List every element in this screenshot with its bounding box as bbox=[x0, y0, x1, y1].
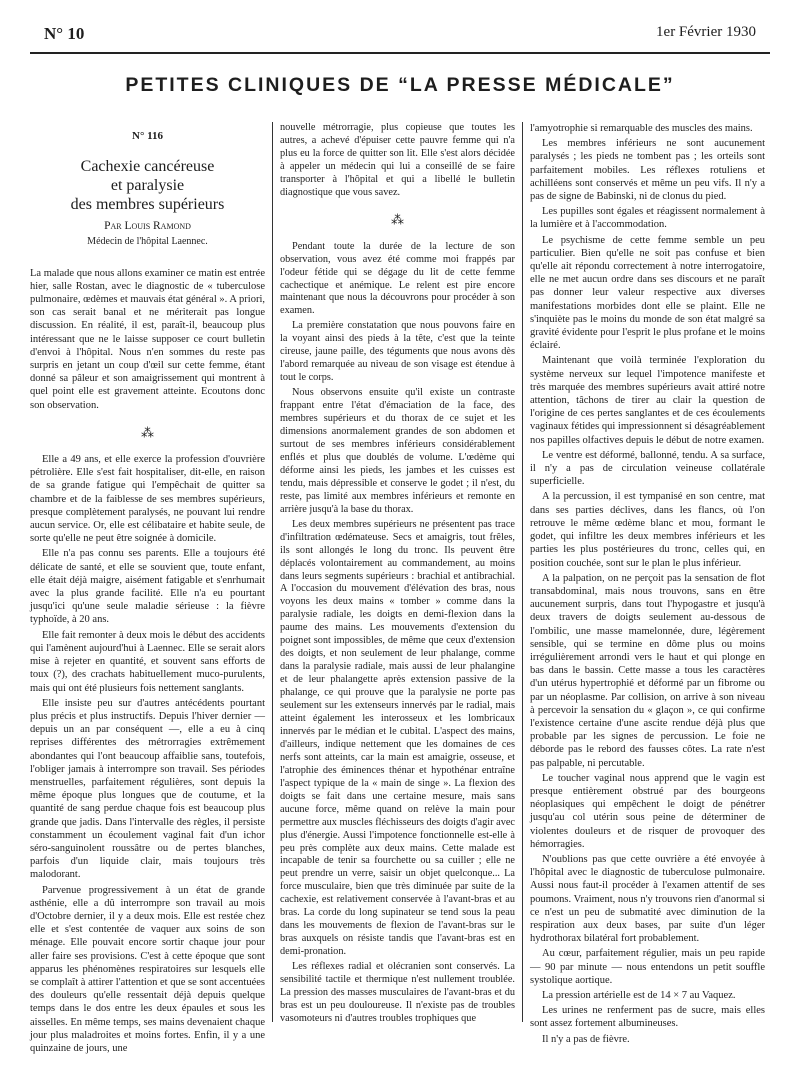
paragraph: Pendant toute la durée de la lecture de son observation, vous avez été comme moi frappés par l'odeur fétide qui se dégage du lit de cette femme cachectique et anémique. Le relent est pire encore maintenant que nous la découvrons pour procéder à son examen. bbox=[280, 240, 515, 317]
paragraph: La pression artérielle est de 14 × 7 au Vaquez. bbox=[542, 990, 736, 1001]
column-divider bbox=[522, 122, 523, 1022]
paragraph: Les pupilles sont égales et réagissent normalement à la lumière et à l'accommodation. bbox=[530, 206, 765, 231]
issue-date: 1er Février 1930 bbox=[656, 24, 756, 40]
paragraph: Le ventre est déformé, ballonné, tendu. A sa surface, il n'y a pas de circulation veineuse collatérale superficielle. bbox=[530, 449, 765, 488]
paragraph: Le toucher vaginal nous apprend que le vagin est presque entièrement obstrué par des bourgeons néoplasiques qui empêchent le doigt de pénétrer jusqu'au col utérin sous peine de déterminer de violentes douleurs et de risquer de provoquer des hémorragies. bbox=[530, 772, 765, 850]
title-line: des membres supérieurs bbox=[70, 196, 225, 214]
title-line: Cachexie cancéreuse bbox=[80, 158, 215, 176]
affiliation: Médecin de l'hôpital Laennec. bbox=[87, 236, 208, 248]
paragraph: Elle n'a pas connu ses parents. Elle a toujours été délicate de santé, et elle se souvient que, toute enfant, elle était déjà maigre, aisément fatigable et s'enrhumait avec la plus grande facilité. Elle n'a eu pourtant jusqu'ici qu'une seule maladie sérieuse : la fièvre typhoïde, à 20 ans. bbox=[30, 548, 265, 626]
paragraph: A la palpation, on ne perçoit pas la sensation de flot transabdominal, mais nous trouvons, sans en être aucunement surpris, dans tout l'hypogastre et jusqu'à deux travers de doigts seulement au-dessous de l'ombilic, une masse mamelonnée, dure, légèrement sensible, qui se termine en dôme plus ou moins irrégulièrement arrondi vers le haut et qui plonge en bas dans le bassin. Cette masse a tous les caractères d'un utérus hypertrophié et déformé par un fibrome ou par un néoplasme. Par collision, on arrive à son niveau à percevoir la sensation du « glaçon », ce qui confirme l'existence certaine d'une ascite rendue déjà plus que probable par les signes de percussion. Le foie ne déborde pas le rebord des fausses côtes. La rate n'est pas palpable, ni percutable. bbox=[530, 572, 765, 769]
paragraph: Les deux membres supérieurs ne présentent pas trace d'infiltration œdémateuse. Secs et amaigris, tout frêles, ils sont allongés le long du tronc. Ils peuvent être déplacés volontairement au commandement, au moins dans leurs segments supérieurs : brachial et antibrachial. A l'occasion du mouvement d'élévation des bras, nous voyons les deux mains « tomber » comme dans la paralysie radiale, les doigts en demi-flexion dans la paume des mains. Les mouvements d'extension du poignet sont impossibles, de même que ceux d'extension des doigts, et non seulement de leur phalange, comme dans la paralysie radiale, mais aussi de leur phalangine et de leur phalangette après extension passive de la phalange, ce qui prouve que la paralysie ne porte pas seulement sur les extenseurs innervés par le radial, mais atteint également les interosseux et les lombricaux innervés par le médian et le cubital. L'aspect des mains, d'ailleurs, indique nettement que les domaines de ces nerfs sont atteints, car la main est amaigrie, osseuse, et l'atrophie des éminences thénar et hypothénar entraîne l'aspect typique de la « main de singe ». La flexion des doigts se fait dans une certaine mesure, mais sans aucune force, même quand on relève la main pour permettre aux muscles fléchisseurs des doigts d'agir avec plus d'énergie. Aussi l'impotence fonctionnelle est-elle à peu près complète aux deux mains. Cette malade est incapable de tenir sa fourchette ou sa cuiller ; elle ne peut prendre un verre, saisir un objet quelconque... La force musculaire, bien que très diminuée par suite de la cachexie, est relativement conservée à l'avant-bras et au bras. La corde du long supinateur se tend sous la peau dans les mouvements de flexion de l'avant-bras sur le bras auxquels on résiste tandis que l'avant-bras est en demi-pronation. bbox=[280, 518, 515, 958]
column-1 bbox=[30, 122, 265, 1057]
paragraph: Les urines ne renferment pas de sucre, mais elles sont assez fortement albumineuses. bbox=[530, 1005, 765, 1030]
paragraph: Elle a 49 ans, et elle exerce la profession d'ouvrière pétrolière. Elle s'est fait hospitaliser, dit-elle, en raison de sa grande fatigue qui l'empêchait de quitter sa chambre et de la faiblesse de ses membres supérieurs, presque complètement paralysés, ne pouvant lui rendre aucun service. Or, elle est célibataire et habite seule, de sorte qu'elle ne peut être soignée à domicile. bbox=[30, 454, 265, 545]
byline: Par Louis Ramond bbox=[104, 220, 191, 233]
column-2 bbox=[280, 122, 515, 1028]
paragraph: N'oublions pas que cette ouvrière a été envoyée à l'hôpital avec le diagnostic de tuberculose pulmonaire. Aussi nous faut-il procéder à l'examen attentif de ses poumons. Vraiment, nous n'y trouvons rien d'anormal si ce n'est un peu de submatité avec diminution de la respiration aux deux bases, par suite d'un léger hydrothorax bilatéral fort probablement. bbox=[530, 853, 765, 945]
column-divider bbox=[272, 122, 273, 1022]
paragraph: Au cœur, parfaitement régulier, mais un peu rapide — 90 par minute — nous entendons un petit souffle systolique aortique. bbox=[530, 948, 765, 986]
paragraph: l'amyotrophie si remarquable des muscles des mains. bbox=[530, 123, 753, 134]
title-line: et paralysie bbox=[110, 177, 185, 195]
paragraph: La malade que nous allons examiner ce matin est entrée hier, salle Rostan, avec le diagnostic de « tuberculose pulmonaire, œdèmes et mauvais état général ». A priori, son cas serait banal et ne mériterait pas longue discussion. En réalité, il est, paraît-il, beaucoup plus intéressant que ne le laisse supposer ce court bulletin d'envoi à l'hôpital. Nous n'en sommes du reste pas surpris en jetant un coup d'œil sur cette femme, étant donné sa pâleur et son amaigrissement qui montrent à quel point elle est gravement atteinte. Ecoutons donc son observation. bbox=[30, 267, 265, 411]
paragraph: nouvelle métrorragie, plus copieuse que toutes les autres, a achevé d'épuiser cette pauvre femme qui n'a plus eu la force de quitter son lit. Elle s'est alors décidée à appeler un médecin qui lui a conseillé de se faire transporter à l'hôpital et qui a libellé le bulletin diagnostique que vous savez. bbox=[280, 122, 515, 198]
article-number: N° 116 bbox=[132, 130, 163, 142]
paragraph: Les réflexes radial et olécranien sont conservés. La sensibilité tactile et thermique n'est nullement troublée. La pression des masses musculaires de l'avant-bras et du bras est un peu douloureuse. Il n'existe pas de troubles vasomoteurs ni d'autres troubles trophiques que bbox=[280, 961, 515, 1024]
paragraph: Il n'y a pas de fièvre. bbox=[542, 1033, 630, 1045]
paragraph: Parvenue progressivement à un état de grande asthénie, elle a dû interrompre son travail au mois d'Octobre dernier, il y a deux mois. Elle est restée chez elle et s'est contentée de vaquer aux soins de son ménage. Elle pouvait encore sortir chaque jour pour aller faire ses provisions. C'est à cette époque que sont apparus les phénomènes respiratoires sur lesquels elle se complaît à attirer l'attention et que se sont accentuées des douleurs qu'elle ressentait déjà depuis quelque temps dans le dos entre les deux épaules et sous les aisselles. En même temps, ses mains devenaient chaque jour plus maladroites et moins fortes. Enfin, il y a une quinzaine de jours, une bbox=[30, 884, 265, 1054]
article-title bbox=[30, 157, 265, 214]
section-banner: PETITES CLINIQUES DE “LA PRESSE MÉDICALE” bbox=[125, 74, 675, 96]
section-separator: ⁂ bbox=[141, 424, 154, 440]
paragraph: Elle insiste peu sur d'autres antécédents pourtant plus précis et plus instructifs. Depuis l'hiver dernier — depuis un an par conséquent —, elle a eu à cinq reprises différentes des métrorragies extrêmement abondantes qui l'ont beaucoup affaiblie sans, toutefois, l'obliger jamais à interrompre son travail. Ses périodes menstruelles, parfaitement régulières, sont depuis la même époque plus longues que de coutume, et la quantité de sang perdue chaque fois est beaucoup plus grande que jadis. Dans l'intervalle des règles, il persiste constamment un écoulement vaginal fait d'un ichor séro-sanguinolent roussâtre ou de pertes blanches, parfois d'un liquide clair, mais toujours très malodorant. bbox=[30, 697, 265, 881]
section-separator: ⁂ bbox=[391, 211, 404, 227]
paragraph: Le psychisme de cette femme semble un peu particulier. Bien qu'elle ne soit pas confuse et bien qu'elle ait répondu correctement à notre interrogatoire, elle ne met aucun ordre dans ses discours et ne paraît pas donner leur valeur respective aux diverses manifestations morbides dont elle se plaint. Elle ne s'inquiète pas le moins du monde de son état malgré sa gravité évidente pour l'esprit le plus profane et le moins éclairé. bbox=[530, 234, 765, 352]
paragraph: Nous observons ensuite qu'il existe un contraste frappant entre l'état d'émaciation de la face, des membres supérieurs et du thorax de ce sujet et les dimensions anormalement grandes de son abdomen et surtout de ses membres inférieurs considérablement enflés et plus que doublés de volume. L'œdème qui déforme ainsi les pieds, les jambes et les cuisses est tendu, mais dépressible et conserve le godet ; il n'est, du reste, pas limité aux membres inférieurs et remonte en arrière jusqu'à la base du thorax. bbox=[280, 387, 515, 515]
issue-number: N° 10 bbox=[44, 24, 85, 43]
paragraph: Les membres inférieurs ne sont aucunement paralysés ; les pieds ne tombent pas ; les orteils sont parfaitement mobiles. Les réflexes rotuliens et achilléens sont conservés et même un peu vifs. Il n'y a pas de signe de Babinski, ni de clonus du pied. bbox=[530, 138, 765, 203]
column-3 bbox=[530, 122, 765, 1048]
paragraph: La première constatation que nous pouvons faire en la voyant ainsi des pieds à la tête, c'est que la teinte cireuse, jaune paille, des téguments que nous avons dès l'abord remarquée au niveau de son visage est étendue à tout le corps. bbox=[280, 320, 515, 384]
paragraph: A la percussion, il est tympanisé en son centre, mat dans ses parties déclives, dans les flancs, où l'on retrouve le même œdème blanc et mou, formant le godet, qui infiltre les deux membres inférieurs et les parties les plus postérieures du tronc, celles qui, en position couchée, sont sur le plan le plus inférieur. bbox=[530, 491, 765, 569]
header-rule bbox=[30, 52, 770, 54]
paragraph: Elle fait remonter à deux mois le début des accidents qui l'amènent aujourd'hui à Laennec. Elle se serait alors mise à rejeter en quantité, et souvent sans efforts de toux (?), des crachats habituellement muco-purulents, mais qui ont été plusieurs fois nettement sanglants. bbox=[30, 629, 265, 694]
paragraph: Maintenant que voilà terminée l'exploration du système nerveux sur lequel l'impotence manifeste et très marquée des membres supérieurs avait attiré notre attention, tâchons de tirer au clair la question de l'origine de ces pertes sanglantes et de ces écoulements vaginaux fétides qui impressionnent si désagréablement nos papilles olfactives depuis le début de notre examen. bbox=[530, 355, 765, 446]
page-header bbox=[44, 24, 756, 44]
